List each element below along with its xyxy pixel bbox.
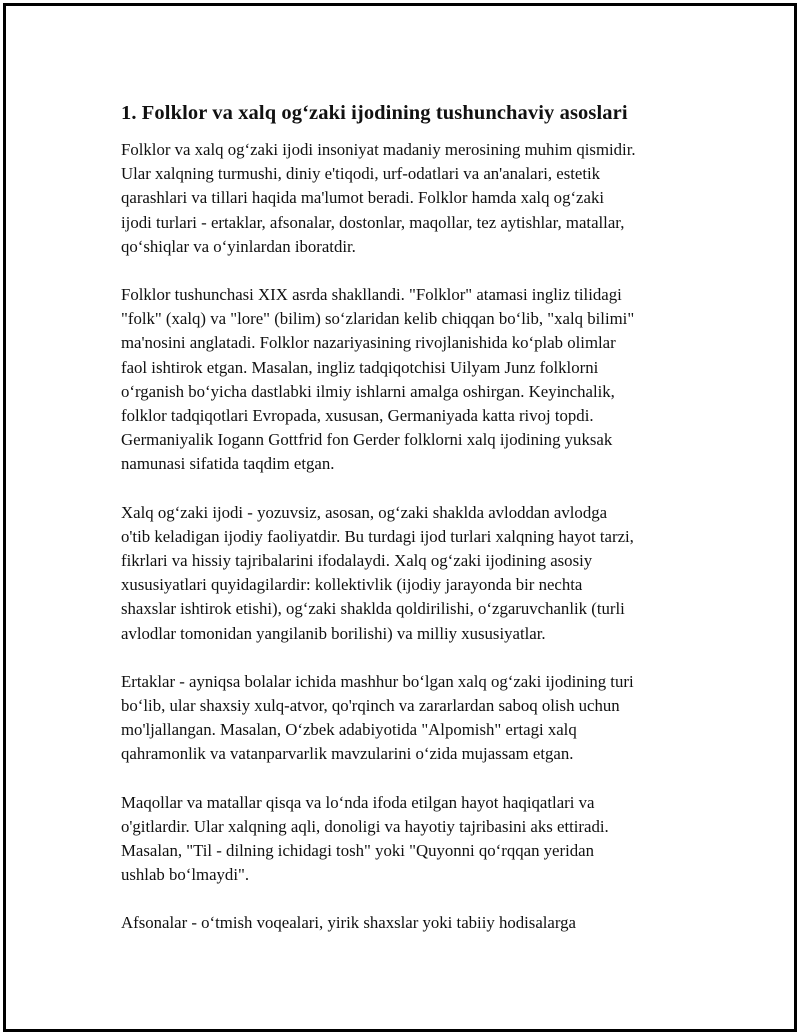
text-line: faol ishtirok etgan. Masalan, ingliz tadqiqotchisi Uilyam Junz folklorni [121, 357, 599, 377]
text-line: shaxslar ishtirok etishi), og‘zaki shaklda qoldirilishi, o‘zgaruvchanlik (turli [121, 599, 625, 619]
text-line: Folklor tushunchasi XIX asrda shakllandi. "Folklor" atamasi ingliz tilidagi [121, 285, 622, 305]
text-line: xususiyatlari quyidagilardir: kollektivlik (ijodiy jarayonda bir nechta [121, 575, 583, 595]
paragraph-tales [121, 670, 696, 767]
text-line: o'tib keladigan ijodiy faoliyatdir. Bu turdagi ijod turlari xalqning hayot tarzi, [121, 526, 634, 546]
paragraph-folklor-history [121, 283, 696, 477]
text-line: Ular xalqning turmushi, diniy e'tiqodi, urf-odatlari va an'analari, estetik [121, 164, 601, 184]
text-line: Masalan, "Til - dilning ichidagi tosh" yoki "Quyonni qo‘rqqan yeridan [121, 841, 594, 861]
text-line: namunasi sifatida taqdim etgan. [121, 454, 335, 474]
text-line: qo‘shiqlar va o‘yinlardan iboratdir. [121, 236, 356, 256]
section-heading: 1. Folklor va xalq og‘zaki ijodining tushunchaviy asoslari [121, 102, 628, 124]
page-frame [3, 3, 797, 1032]
document-body [121, 100, 696, 960]
text-line: Afsonalar - o‘tmish voqealari, yirik shaxslar yoki tabiiy hodisalarga [121, 913, 577, 933]
paragraph-legends [121, 911, 696, 935]
text-line: o'gitlardir. Ular xalqning aqli, donoligi va hayotiy tajribasini aks ettiradi. [121, 816, 609, 836]
text-line: fikrlari va hissiy tajribalarini ifodalaydi. Xalq og‘zaki ijodining asosiy [121, 551, 593, 571]
text-line: Ertaklar - ayniqsa bolalar ichida mashhur bo‘lgan xalq og‘zaki ijodining turi [121, 671, 634, 691]
text-line: "folk" (xalq) va "lore" (bilim) so‘zlaridan kelib chiqqan bo‘lib, "xalq bilimi" [121, 309, 635, 329]
text-line: bo‘lib, ular shaxsiy xulq-atvor, qo'rqinch va zararlardan saboq olish uchun [121, 696, 620, 716]
text-line: avlodlar tomonidan yangilanib borilishi) va milliy xususiyatlar. [121, 623, 546, 643]
text-line: folklor tadqiqotlari Evropada, xususan, Germaniyada katta rivoj topdi. [121, 406, 594, 426]
text-line: Maqollar va matallar qisqa va lo‘nda ifoda etilgan hayot haqiqatlari va [121, 792, 595, 812]
text-line: mo'ljallangan. Masalan, O‘zbek adabiyotida "Alpomish" ertagi xalq [121, 720, 577, 740]
text-line: Folklor va xalq og‘zaki ijodi insoniyat madaniy merosining muhim qismidir. [121, 140, 636, 159]
text-line: o‘rganish bo‘yicha dastlabki ilmiy ishlarni amalga oshirgan. Keyinchalik, [121, 381, 615, 401]
text-line: Germaniyalik Iogann Gottfrid fon Gerder folklorni xalq ijodining yuksak [121, 430, 613, 450]
paragraph-folklor-intro [121, 138, 696, 259]
paragraph-oral-creativity [121, 501, 696, 646]
text-line: ma'nosini anglatadi. Folklor nazariyasining rivojlanishida ko‘plab olimlar [121, 333, 616, 353]
text-line: qarashlari va tillari haqida ma'lumot beradi. Folklor hamda xalq og‘zaki [121, 188, 605, 208]
paragraph-proverbs [121, 791, 696, 888]
text-line: ijodi turlari - ertaklar, afsonalar, dostonlar, maqollar, tez aytishlar, matallar, [121, 212, 625, 232]
text-line: qahramonlik va vatanparvarlik mavzularini o‘zida mujassam etgan. [121, 744, 574, 764]
text-line: ushlab bo‘lmaydi". [121, 865, 250, 885]
text-line: Xalq og‘zaki ijodi - yozuvsiz, asosan, og‘zaki shaklda avloddan avlodga [121, 502, 608, 522]
